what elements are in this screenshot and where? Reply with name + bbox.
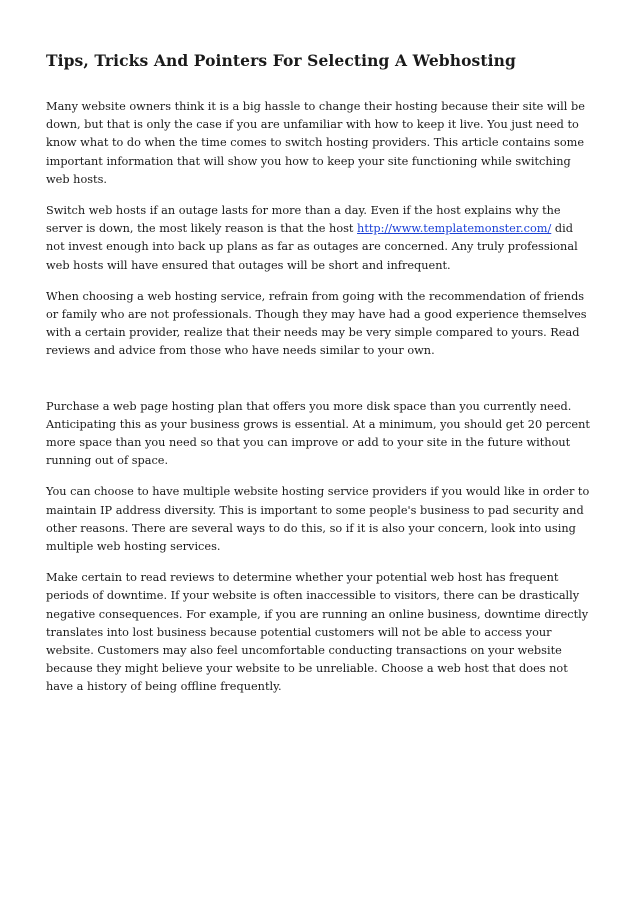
- paragraph-3: When choosing a web hosting service, refrain from going with the recommendation of friends or family who are not professionals. Though they may have had a good experience themselves with a certain provider, realize that their needs may be very simple compared to yours. Read reviews and advice from those who have needs similar to your own.: [46, 289, 587, 358]
- paragraph-5: You can choose to have multiple website hosting service providers if you would like in order to maintain IP address diversity. This is important to some people's business to pad security and other reasons. There are several ways to do this, so if it is also your concern, look into using multiple web hosting services.: [46, 485, 590, 554]
- paragraph-2-text-end: did not invest enough into back up plans as far as outages are concerned. Any truly professional web hosts will have ensured that outages will be short and infrequent.: [46, 222, 578, 272]
- paragraph-1: Many website owners think it is a big hassle to change their hosting because their site will be down, but that is only the case if you are unfamiliar with how to keep it live. You just need to know what to do when the time comes to switch hosting providers. This article contains some important information that will show you how to keep your site functioning while switching web hosts.: [46, 100, 585, 186]
- document-page: [46, 50, 594, 710]
- paragraph-6: Make certain to read reviews to determine whether your potential web host has frequent periods of downtime. If your website is often inaccessible to visitors, there can be drastically negative consequences. For example, if you are running an online business, downtime directly translates into lost business because potential customers will not be able to access your website. Customers may also feel uncomfortable conducting transactions on your website because they might believe your website to be unreliable. Choose a web host that does not have a history of being offline frequently.: [46, 571, 589, 694]
- templatemonster-link[interactable]: http://www.templatemonster.com/: [357, 222, 552, 236]
- blank-gap: [46, 374, 594, 398]
- paragraph-2: [46, 202, 594, 275]
- paragraph-2-text-start: Switch web hosts if an outage lasts for more than a day. Even if the host explains why the server is down, the most likely reason is that the host: [46, 204, 561, 236]
- paragraph-4: Purchase a web page hosting plan that offers you more disk space than you currently need. Anticipating this as your business grows is essential. At a minimum, you should get 20 percent more space than you need so that you can improve or add to your site in the future without running out of space.: [46, 399, 590, 468]
- article-title: Tips, Tricks And Pointers For Selecting A Webhosting: [46, 51, 516, 70]
